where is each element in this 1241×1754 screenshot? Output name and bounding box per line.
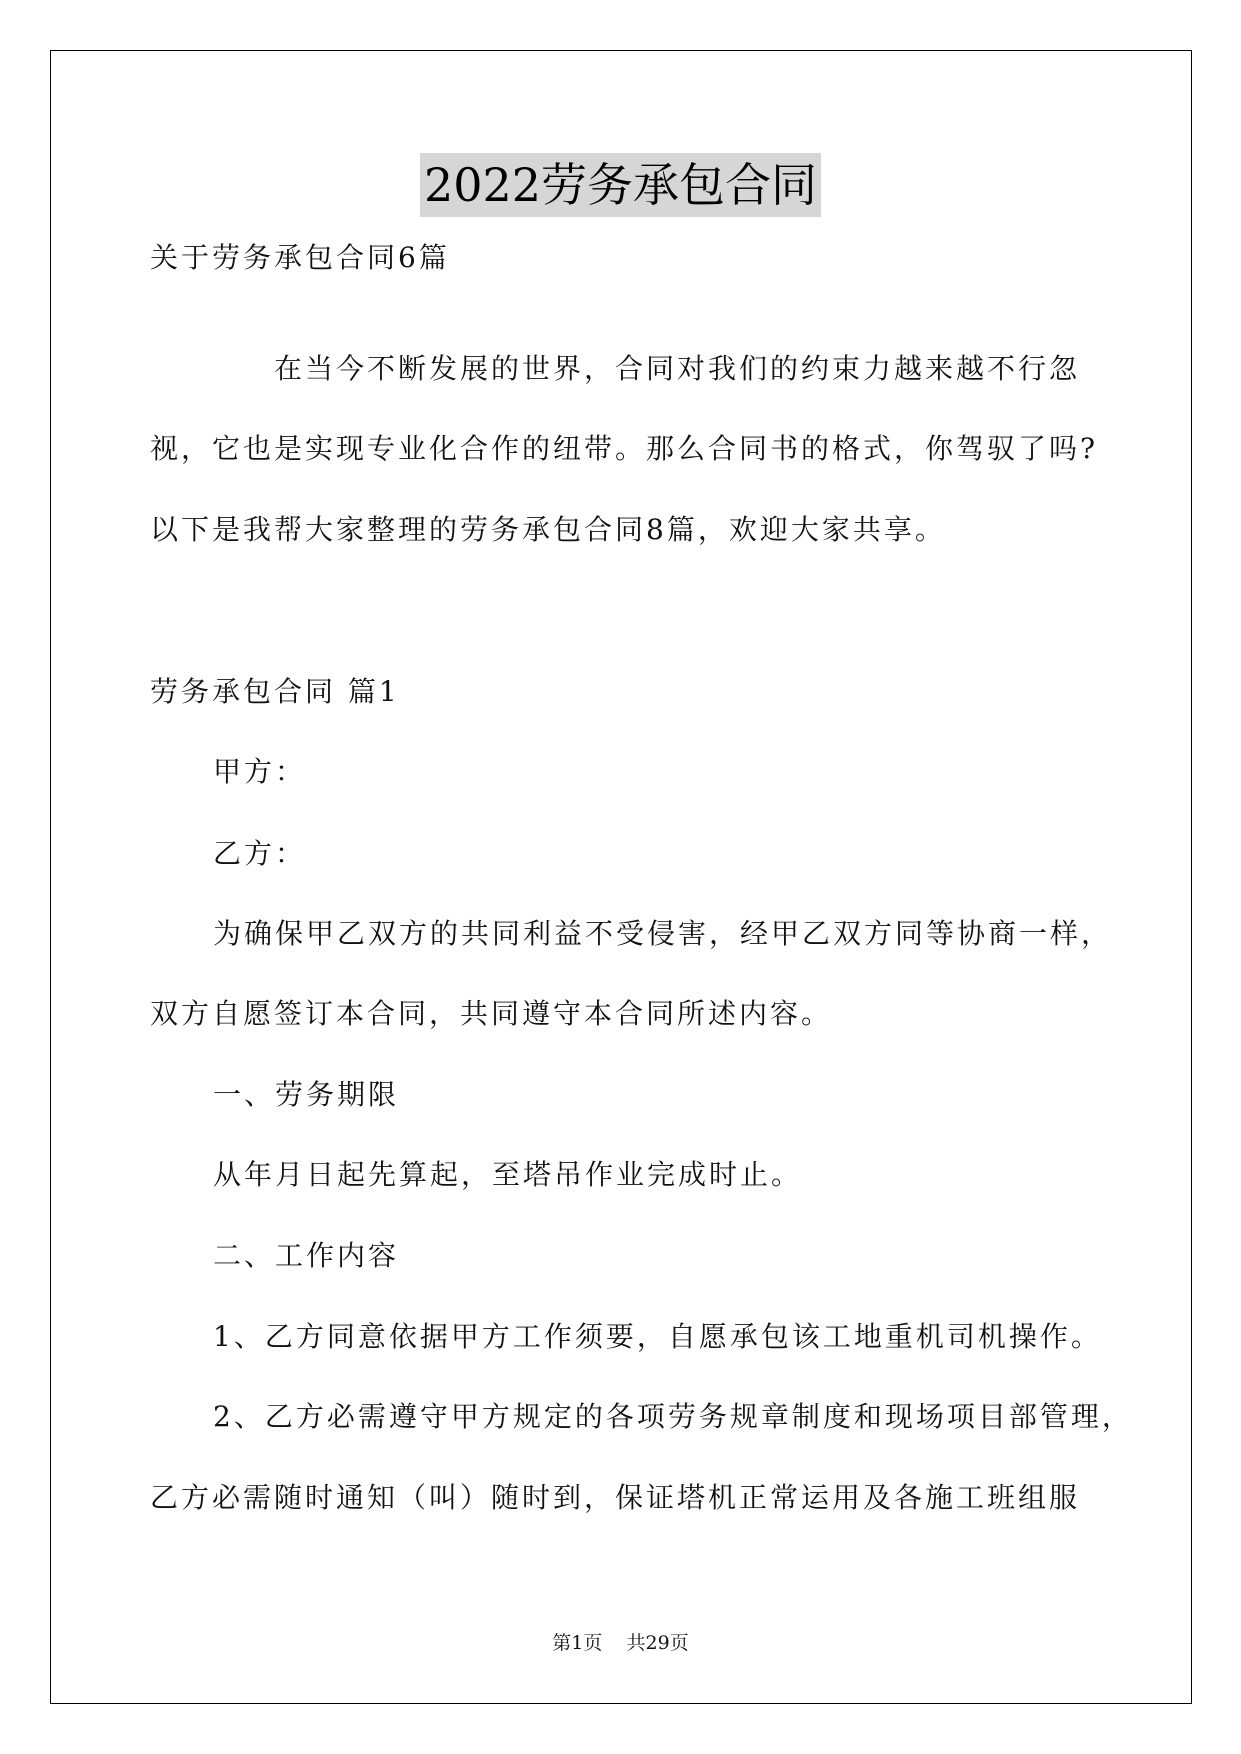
clause-1-heading: 一、劳务期限 <box>213 1078 400 1111</box>
title-container <box>0 153 1241 217</box>
document-title: 2022劳务承包合同 <box>420 153 821 217</box>
party-a-label: 甲方： <box>213 755 307 788</box>
document-subtitle: 关于劳务承包合同6篇 <box>150 241 450 274</box>
clause-2-item-2-line-2: 乙方必需随时通知（叫）随时到，保证塔机正常运用及各施工班组服 <box>150 1481 1081 1514</box>
page-footer: 第1页 共29页 <box>552 1632 689 1654</box>
clause-1-text: 从年月日起先算起，至塔吊作业完成时止。 <box>213 1158 803 1191</box>
clause-2-item-2-line-1: 2、乙方必需遵守甲方规定的各项劳务规章制度和现场项目部管理， <box>213 1400 1133 1433</box>
intro-line-3: 以下是我帮大家整理的劳务承包合同8篇，欢迎大家共享。 <box>150 513 946 546</box>
intro-line-2: 视，它也是实现专业化合作的纽带。那么合同书的格式，你驾驭了吗? <box>150 432 1099 465</box>
clause-2-heading: 二、工作内容 <box>213 1239 400 1272</box>
party-b-label: 乙方： <box>213 837 307 870</box>
purpose-line-2: 双方自愿签订本合同，共同遵守本合同所述内容。 <box>150 997 833 1030</box>
purpose-line-1: 为确保甲乙双方的共同利益不受侵害，经甲乙双方同等协商一样， <box>213 917 1113 950</box>
clause-2-item-1: 1、乙方同意依据甲方工作须要，自愿承包该工地重机司机操作。 <box>213 1320 1102 1353</box>
page-border <box>50 50 1192 1704</box>
intro-line-1: 在当今不断发展的世界，合同对我们的约束力越来越不行忽 <box>274 352 1081 385</box>
section-heading: 劳务承包合同 篇1 <box>150 675 400 708</box>
